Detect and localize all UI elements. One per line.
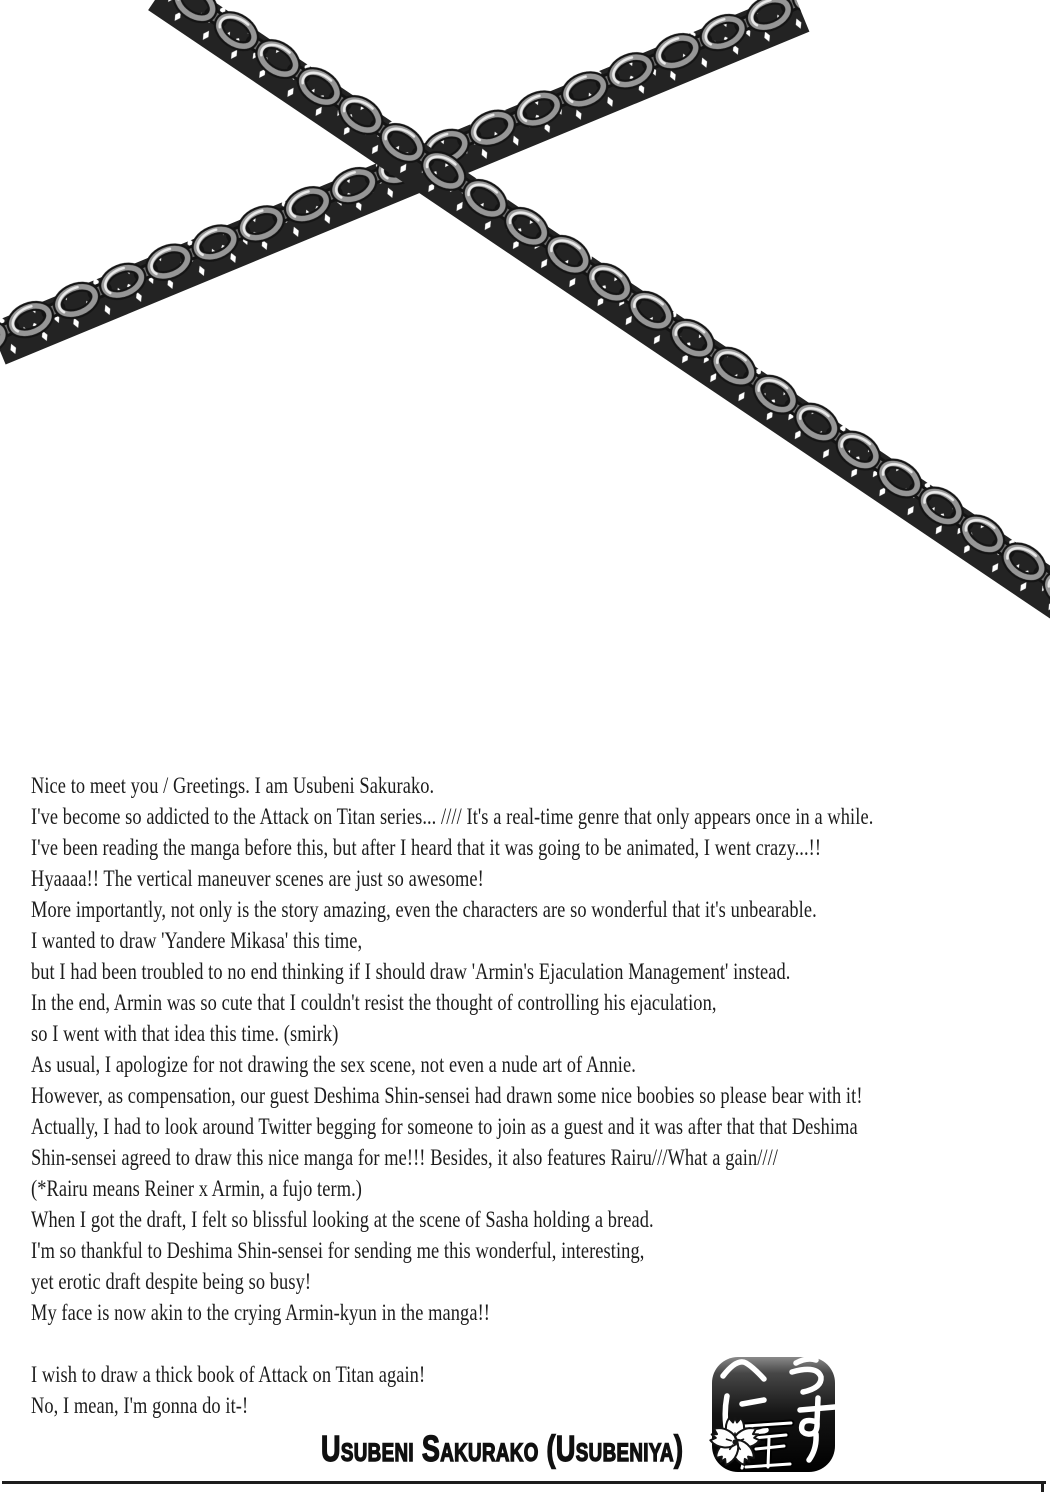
afterword-line: yet erotic draft despite being so busy! <box>31 1269 312 1294</box>
afterword-line: Shin-sensei agreed to draw this nice manga for me!!! Besides, it also features Rairu///What a gain//// <box>31 1145 778 1170</box>
afterword-line: so I went with that idea this time. (smirk) <box>31 1021 339 1046</box>
afterword-line: but I had been troubled to no end thinking if I should draw 'Armin's Ejaculation Management' instead. <box>31 959 791 984</box>
afterword-line: (*Rairu means Reiner x Armin, a fujo term.) <box>31 1176 362 1201</box>
afterword-line: I've become so addicted to the Attack on Titan series... //// It's a real-time genre that only appears once in a while. <box>31 804 874 829</box>
afterword-line: I've been reading the manga before this, but after I heard that it was going to be animated, I went crazy...!! <box>31 835 822 860</box>
crossed-chains-illustration <box>0 0 1050 690</box>
bottom-rule <box>2 1481 1046 1484</box>
afterword-line: Nice to meet you / Greetings. I am Usubeni Sakurako. <box>31 773 435 798</box>
afterword-line: However, as compensation, our guest Deshima Shin-sensei had drawn some nice boobies so please bear with it! <box>31 1083 863 1108</box>
usubeniya-logo <box>690 1346 850 1492</box>
afterword-line: Actually, I had to look around Twitter begging for someone to join as a guest and it was after that that Deshima <box>31 1114 858 1139</box>
usubeniya-stamp-art <box>690 1346 850 1492</box>
bottom-rule-tick <box>1041 1482 1044 1492</box>
artist-signature: Usubeni Sakurako (Usubeniya) <box>321 1428 684 1469</box>
afterword-text <box>31 770 1050 1421</box>
paragraph-gap <box>31 1328 1050 1359</box>
afterword-line: I wish to draw a thick book of Attack on Titan again! <box>31 1362 426 1387</box>
afterword-line: As usual, I apologize for not drawing the sex scene, not even a nude art of Annie. <box>31 1052 636 1077</box>
afterword-line: Hyaaaa!! The vertical maneuver scenes are just so awesome! <box>31 866 484 891</box>
afterword-line: My face is now akin to the crying Armin-kyun in the manga!! <box>31 1300 490 1325</box>
afterword-line: When I got the draft, I felt so blissful looking at the scene of Sasha holding a bread. <box>31 1207 654 1232</box>
afterword-line: In the end, Armin was so cute that I couldn't resist the thought of controlling his ejaculation, <box>31 990 717 1015</box>
afterword-line: No, I mean, I'm gonna do it-! <box>31 1393 249 1418</box>
afterword-line: More importantly, not only is the story amazing, even the characters are so wonderful that it's unbearable. <box>31 897 817 922</box>
afterword-line: I wanted to draw 'Yandere Mikasa' this time, <box>31 928 363 953</box>
afterword-line: I'm so thankful to Deshima Shin-sensei for sending me this wonderful, interesting, <box>31 1238 645 1263</box>
